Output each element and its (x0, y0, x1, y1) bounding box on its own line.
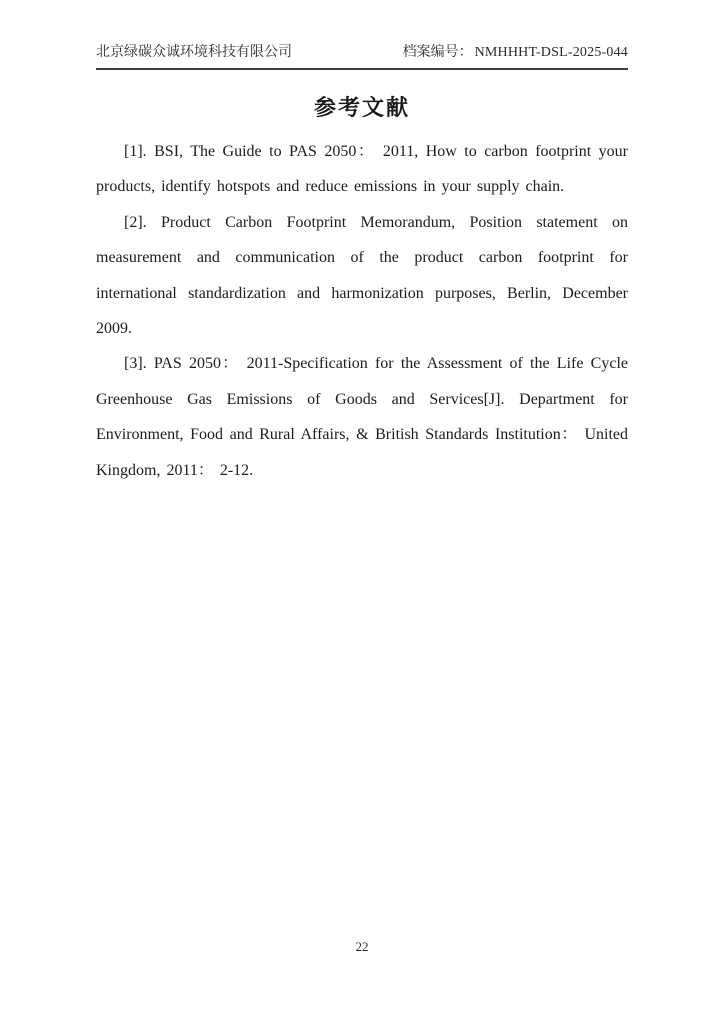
header-doc-number (403, 44, 628, 61)
reference-item-1: [1]. BSI, The Guide to PAS 2050： 2011, How to carbon footprint your products, identify hotspots and reduce emissions in your supply chain. (96, 143, 628, 196)
header-doc-number-label: 档案编号： (402, 45, 473, 60)
reference-item-2: [2]. Product Carbon Footprint Memorandum, Position statement on measurement and communication of the product carbon footprint for international standardization and harmonization purposes, Berlin, December 2009. (96, 213, 628, 338)
reference-item-3: [3]. PAS 2050： 2011-Specification for the Assessment of the Life Cycle Greenhouse Gas Emissions of Goods and Services[J]. Department for Environment, Food and Rural Affairs, & British Standards Institution： United Kingdom, 2011： 2-12. (96, 355, 628, 479)
header-doc-number-code: NMHHHT-DSL-2025-044 (474, 45, 628, 60)
header-company-name: 北京绿碳众诚环境科技有限公司 (96, 45, 292, 60)
section-title: 参考文献 (313, 95, 410, 120)
references-list (96, 134, 628, 488)
page-number: 22 (355, 939, 369, 954)
page-header (96, 44, 628, 70)
